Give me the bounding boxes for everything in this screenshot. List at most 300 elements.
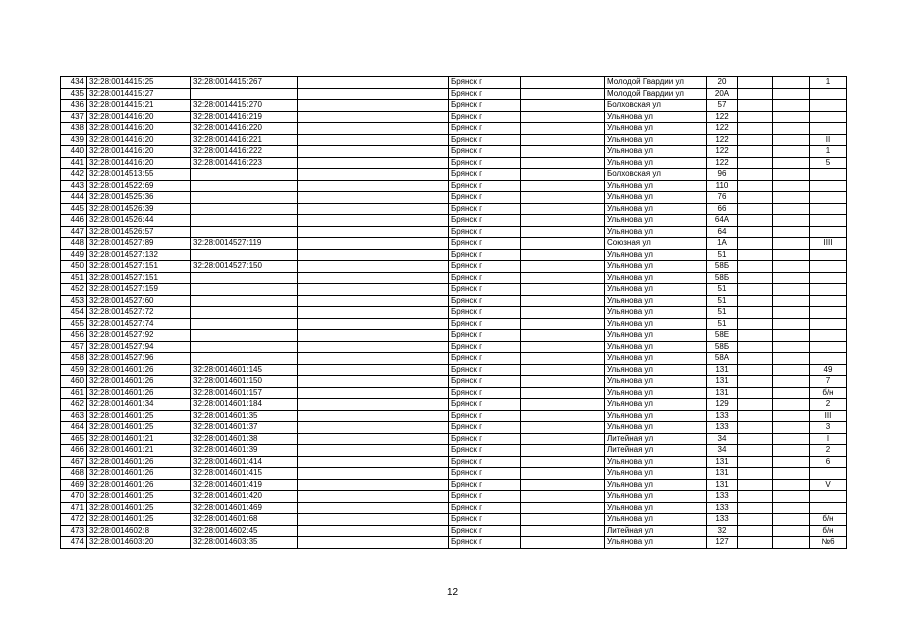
- empty-col-a-cell: [298, 307, 449, 319]
- apartment-cell: 1: [810, 146, 847, 158]
- street-cell: Ульянова ул: [605, 284, 707, 296]
- house-number-cell: 131: [707, 456, 738, 468]
- apartment-cell: 5: [810, 157, 847, 169]
- table-row: [61, 433, 847, 445]
- city-cell: Брянск г: [449, 157, 521, 169]
- object-number-cell: [191, 180, 298, 192]
- empty-col-b-cell: [521, 479, 605, 491]
- empty-col-a-cell: [298, 88, 449, 100]
- building-col-cell: [738, 111, 773, 123]
- structure-col-cell: [773, 376, 810, 388]
- structure-col-cell: [773, 215, 810, 227]
- object-number-cell: [191, 318, 298, 330]
- city-cell: Брянск г: [449, 100, 521, 112]
- city-cell: Брянск г: [449, 514, 521, 526]
- empty-col-a-cell: [298, 180, 449, 192]
- structure-col-cell: [773, 157, 810, 169]
- city-cell: Брянск г: [449, 353, 521, 365]
- empty-col-a-cell: [298, 157, 449, 169]
- structure-col-cell: [773, 537, 810, 549]
- apartment-cell: б/н: [810, 387, 847, 399]
- house-number-cell: 58Б: [707, 261, 738, 273]
- empty-col-b-cell: [521, 307, 605, 319]
- structure-col-cell: [773, 146, 810, 158]
- city-cell: Брянск г: [449, 215, 521, 227]
- structure-col-cell: [773, 238, 810, 250]
- apartment-cell: [810, 169, 847, 181]
- row-number-cell: 438: [61, 123, 87, 135]
- empty-col-b-cell: [521, 318, 605, 330]
- empty-col-a-cell: [298, 456, 449, 468]
- city-cell: Брянск г: [449, 284, 521, 296]
- city-cell: Брянск г: [449, 134, 521, 146]
- house-number-cell: 133: [707, 502, 738, 514]
- house-number-cell: 64: [707, 226, 738, 238]
- building-col-cell: [738, 307, 773, 319]
- parcel-number-cell: 32:28:0014527:60: [87, 295, 191, 307]
- object-number-cell: 32:28:0014601:35: [191, 410, 298, 422]
- parcel-number-cell: 32:28:0014601:21: [87, 433, 191, 445]
- empty-col-a-cell: [298, 468, 449, 480]
- empty-col-a-cell: [298, 318, 449, 330]
- row-number-cell: 466: [61, 445, 87, 457]
- empty-col-a-cell: [298, 215, 449, 227]
- apartment-cell: [810, 330, 847, 342]
- building-col-cell: [738, 479, 773, 491]
- empty-col-b-cell: [521, 157, 605, 169]
- house-number-cell: 110: [707, 180, 738, 192]
- street-cell: Ульянова ул: [605, 226, 707, 238]
- structure-col-cell: [773, 134, 810, 146]
- row-number-cell: 455: [61, 318, 87, 330]
- empty-col-b-cell: [521, 456, 605, 468]
- table-row: [61, 376, 847, 388]
- row-number-cell: 461: [61, 387, 87, 399]
- city-cell: Брянск г: [449, 364, 521, 376]
- empty-col-b-cell: [521, 445, 605, 457]
- table-row: [61, 134, 847, 146]
- object-number-cell: 32:28:0014601:419: [191, 479, 298, 491]
- table-row: [61, 203, 847, 215]
- row-number-cell: 465: [61, 433, 87, 445]
- row-number-cell: 458: [61, 353, 87, 365]
- table-row: [61, 215, 847, 227]
- structure-col-cell: [773, 445, 810, 457]
- object-number-cell: 32:28:0014416:221: [191, 134, 298, 146]
- apartment-cell: [810, 307, 847, 319]
- empty-col-b-cell: [521, 192, 605, 204]
- street-cell: Ульянова ул: [605, 422, 707, 434]
- structure-col-cell: [773, 318, 810, 330]
- house-number-cell: 127: [707, 537, 738, 549]
- object-number-cell: [191, 88, 298, 100]
- building-col-cell: [738, 261, 773, 273]
- object-number-cell: 32:28:0014601:38: [191, 433, 298, 445]
- house-number-cell: 51: [707, 307, 738, 319]
- city-cell: Брянск г: [449, 468, 521, 480]
- structure-col-cell: [773, 307, 810, 319]
- row-number-cell: 462: [61, 399, 87, 411]
- empty-col-b-cell: [521, 364, 605, 376]
- row-number-cell: 444: [61, 192, 87, 204]
- city-cell: Брянск г: [449, 445, 521, 457]
- street-cell: Литейная ул: [605, 433, 707, 445]
- table-row: [61, 123, 847, 135]
- apartment-cell: [810, 203, 847, 215]
- parcel-number-cell: 32:28:0014601:26: [87, 364, 191, 376]
- row-number-cell: 441: [61, 157, 87, 169]
- street-cell: Ульянова ул: [605, 318, 707, 330]
- row-number-cell: 452: [61, 284, 87, 296]
- building-col-cell: [738, 318, 773, 330]
- city-cell: Брянск г: [449, 238, 521, 250]
- object-number-cell: [191, 249, 298, 261]
- parcel-number-cell: 32:28:0014527:159: [87, 284, 191, 296]
- city-cell: Брянск г: [449, 399, 521, 411]
- parcel-number-cell: 32:28:0014527:96: [87, 353, 191, 365]
- street-cell: Ульянова ул: [605, 192, 707, 204]
- apartment-cell: [810, 111, 847, 123]
- city-cell: Брянск г: [449, 387, 521, 399]
- empty-col-b-cell: [521, 295, 605, 307]
- row-number-cell: 473: [61, 525, 87, 537]
- empty-col-b-cell: [521, 422, 605, 434]
- structure-col-cell: [773, 100, 810, 112]
- house-number-cell: 20: [707, 77, 738, 89]
- empty-col-a-cell: [298, 192, 449, 204]
- parcel-number-cell: 32:28:0014416:20: [87, 134, 191, 146]
- structure-col-cell: [773, 192, 810, 204]
- parcel-number-cell: 32:28:0014526:57: [87, 226, 191, 238]
- table-row: [61, 77, 847, 89]
- building-col-cell: [738, 203, 773, 215]
- city-cell: Брянск г: [449, 111, 521, 123]
- table-row: [61, 284, 847, 296]
- object-number-cell: [191, 330, 298, 342]
- building-col-cell: [738, 146, 773, 158]
- building-col-cell: [738, 537, 773, 549]
- row-number-cell: 449: [61, 249, 87, 261]
- structure-col-cell: [773, 284, 810, 296]
- apartment-cell: [810, 123, 847, 135]
- building-col-cell: [738, 445, 773, 457]
- object-number-cell: 32:28:0014416:222: [191, 146, 298, 158]
- building-col-cell: [738, 525, 773, 537]
- table-row: [61, 399, 847, 411]
- empty-col-b-cell: [521, 330, 605, 342]
- object-number-cell: 32:28:0014601:37: [191, 422, 298, 434]
- empty-col-b-cell: [521, 525, 605, 537]
- empty-col-a-cell: [298, 353, 449, 365]
- table-row: [61, 341, 847, 353]
- empty-col-a-cell: [298, 387, 449, 399]
- street-cell: Болховская ул: [605, 169, 707, 181]
- parcel-number-cell: 32:28:0014527:92: [87, 330, 191, 342]
- empty-col-a-cell: [298, 330, 449, 342]
- house-number-cell: 66: [707, 203, 738, 215]
- row-number-cell: 439: [61, 134, 87, 146]
- house-number-cell: 51: [707, 284, 738, 296]
- empty-col-a-cell: [298, 111, 449, 123]
- apartment-cell: [810, 226, 847, 238]
- street-cell: Ульянова ул: [605, 249, 707, 261]
- table-row: [61, 456, 847, 468]
- structure-col-cell: [773, 502, 810, 514]
- parcel-number-cell: 32:28:0014601:26: [87, 376, 191, 388]
- apartment-cell: 2: [810, 399, 847, 411]
- empty-col-a-cell: [298, 514, 449, 526]
- house-number-cell: 32: [707, 525, 738, 537]
- empty-col-b-cell: [521, 376, 605, 388]
- table-row: [61, 100, 847, 112]
- house-number-cell: 133: [707, 491, 738, 503]
- empty-col-a-cell: [298, 146, 449, 158]
- row-number-cell: 451: [61, 272, 87, 284]
- structure-col-cell: [773, 422, 810, 434]
- structure-col-cell: [773, 387, 810, 399]
- empty-col-a-cell: [298, 445, 449, 457]
- table-row: [61, 364, 847, 376]
- row-number-cell: 460: [61, 376, 87, 388]
- object-number-cell: [191, 169, 298, 181]
- parcel-number-cell: 32:28:0014603:20: [87, 537, 191, 549]
- parcel-number-cell: 32:28:0014601:21: [87, 445, 191, 457]
- structure-col-cell: [773, 77, 810, 89]
- structure-col-cell: [773, 433, 810, 445]
- parcel-number-cell: 32:28:0014601:25: [87, 422, 191, 434]
- empty-col-a-cell: [298, 284, 449, 296]
- street-cell: Ульянова ул: [605, 456, 707, 468]
- apartment-cell: [810, 468, 847, 480]
- parcel-number-cell: 32:28:0014526:39: [87, 203, 191, 215]
- row-number-cell: 440: [61, 146, 87, 158]
- table-row: [61, 491, 847, 503]
- row-number-cell: 464: [61, 422, 87, 434]
- parcel-number-cell: 32:28:0014601:26: [87, 387, 191, 399]
- object-number-cell: [191, 307, 298, 319]
- table-row: [61, 330, 847, 342]
- table-row: [61, 353, 847, 365]
- parcel-number-cell: 32:28:0014526:44: [87, 215, 191, 227]
- street-cell: Ульянова ул: [605, 261, 707, 273]
- object-number-cell: 32:28:0014415:270: [191, 100, 298, 112]
- street-cell: Ульянова ул: [605, 134, 707, 146]
- parcel-number-cell: 32:28:0014527:74: [87, 318, 191, 330]
- house-number-cell: 131: [707, 479, 738, 491]
- object-number-cell: 32:28:0014416:220: [191, 123, 298, 135]
- house-number-cell: 58Б: [707, 272, 738, 284]
- building-col-cell: [738, 134, 773, 146]
- structure-col-cell: [773, 295, 810, 307]
- row-number-cell: 474: [61, 537, 87, 549]
- building-col-cell: [738, 215, 773, 227]
- object-number-cell: [191, 353, 298, 365]
- house-number-cell: 133: [707, 410, 738, 422]
- street-cell: Ульянова ул: [605, 468, 707, 480]
- building-col-cell: [738, 295, 773, 307]
- object-number-cell: 32:28:0014601:145: [191, 364, 298, 376]
- building-col-cell: [738, 376, 773, 388]
- row-number-cell: 435: [61, 88, 87, 100]
- apartment-cell: б/н: [810, 525, 847, 537]
- empty-col-a-cell: [298, 272, 449, 284]
- apartment-cell: [810, 215, 847, 227]
- object-number-cell: 32:28:0014601:414: [191, 456, 298, 468]
- empty-col-a-cell: [298, 169, 449, 181]
- table-row: [61, 157, 847, 169]
- house-number-cell: 64А: [707, 215, 738, 227]
- table-row: [61, 410, 847, 422]
- empty-col-b-cell: [521, 123, 605, 135]
- table-row: [61, 387, 847, 399]
- street-cell: Ульянова ул: [605, 376, 707, 388]
- building-col-cell: [738, 180, 773, 192]
- building-col-cell: [738, 468, 773, 480]
- empty-col-a-cell: [298, 525, 449, 537]
- city-cell: Брянск г: [449, 341, 521, 353]
- street-cell: Ульянова ул: [605, 215, 707, 227]
- city-cell: Брянск г: [449, 456, 521, 468]
- structure-col-cell: [773, 341, 810, 353]
- house-number-cell: 51: [707, 318, 738, 330]
- empty-col-a-cell: [298, 491, 449, 503]
- street-cell: Ульянова ул: [605, 491, 707, 503]
- street-cell: Ульянова ул: [605, 537, 707, 549]
- structure-col-cell: [773, 479, 810, 491]
- apartment-cell: 7: [810, 376, 847, 388]
- empty-col-b-cell: [521, 100, 605, 112]
- street-cell: Ульянова ул: [605, 307, 707, 319]
- parcel-number-cell: 32:28:0014527:89: [87, 238, 191, 250]
- building-col-cell: [738, 100, 773, 112]
- empty-col-b-cell: [521, 502, 605, 514]
- empty-col-a-cell: [298, 410, 449, 422]
- parcel-number-cell: 32:28:0014601:26: [87, 468, 191, 480]
- empty-col-a-cell: [298, 238, 449, 250]
- apartment-cell: 49: [810, 364, 847, 376]
- empty-col-a-cell: [298, 422, 449, 434]
- object-number-cell: [191, 192, 298, 204]
- building-col-cell: [738, 364, 773, 376]
- street-cell: Ульянова ул: [605, 272, 707, 284]
- street-cell: Ульянова ул: [605, 295, 707, 307]
- row-number-cell: 434: [61, 77, 87, 89]
- building-col-cell: [738, 399, 773, 411]
- city-cell: Брянск г: [449, 77, 521, 89]
- street-cell: Ульянова ул: [605, 111, 707, 123]
- city-cell: Брянск г: [449, 422, 521, 434]
- parcel-number-cell: 32:28:0014416:20: [87, 157, 191, 169]
- apartment-cell: 1: [810, 77, 847, 89]
- building-col-cell: [738, 123, 773, 135]
- apartment-cell: [810, 341, 847, 353]
- house-number-cell: 131: [707, 387, 738, 399]
- row-number-cell: 457: [61, 341, 87, 353]
- empty-col-a-cell: [298, 399, 449, 411]
- apartment-cell: [810, 180, 847, 192]
- apartment-cell: №6: [810, 537, 847, 549]
- building-col-cell: [738, 341, 773, 353]
- table-row: [61, 226, 847, 238]
- object-number-cell: 32:28:0014601:469: [191, 502, 298, 514]
- apartment-cell: [810, 353, 847, 365]
- empty-col-b-cell: [521, 491, 605, 503]
- parcel-number-cell: 32:28:0014415:27: [87, 88, 191, 100]
- parcel-number-cell: 32:28:0014527:151: [87, 272, 191, 284]
- table-row: [61, 479, 847, 491]
- empty-col-b-cell: [521, 88, 605, 100]
- structure-col-cell: [773, 525, 810, 537]
- table-row: [61, 468, 847, 480]
- parcel-number-cell: 32:28:0014601:26: [87, 479, 191, 491]
- house-number-cell: 76: [707, 192, 738, 204]
- empty-col-b-cell: [521, 146, 605, 158]
- empty-col-a-cell: [298, 537, 449, 549]
- object-number-cell: 32:28:0014601:39: [191, 445, 298, 457]
- street-cell: Ульянова ул: [605, 399, 707, 411]
- empty-col-a-cell: [298, 433, 449, 445]
- building-col-cell: [738, 249, 773, 261]
- house-number-cell: 1А: [707, 238, 738, 250]
- building-col-cell: [738, 226, 773, 238]
- building-col-cell: [738, 491, 773, 503]
- building-col-cell: [738, 157, 773, 169]
- row-number-cell: 469: [61, 479, 87, 491]
- building-col-cell: [738, 502, 773, 514]
- empty-col-b-cell: [521, 180, 605, 192]
- apartment-cell: I: [810, 433, 847, 445]
- structure-col-cell: [773, 330, 810, 342]
- house-number-cell: 57: [707, 100, 738, 112]
- street-cell: Молодой Гвардии ул: [605, 88, 707, 100]
- parcel-number-cell: 32:28:0014601:25: [87, 491, 191, 503]
- house-number-cell: 133: [707, 422, 738, 434]
- row-number-cell: 447: [61, 226, 87, 238]
- city-cell: Брянск г: [449, 169, 521, 181]
- building-col-cell: [738, 238, 773, 250]
- street-cell: Ульянова ул: [605, 330, 707, 342]
- parcel-number-cell: 32:28:0014601:25: [87, 502, 191, 514]
- city-cell: Брянск г: [449, 146, 521, 158]
- empty-col-b-cell: [521, 284, 605, 296]
- empty-col-b-cell: [521, 249, 605, 261]
- structure-col-cell: [773, 364, 810, 376]
- building-col-cell: [738, 77, 773, 89]
- parcel-number-cell: 32:28:0014601:34: [87, 399, 191, 411]
- parcel-number-cell: 32:28:0014601:25: [87, 514, 191, 526]
- apartment-cell: [810, 249, 847, 261]
- house-number-cell: 122: [707, 123, 738, 135]
- empty-col-b-cell: [521, 272, 605, 284]
- street-cell: Ульянова ул: [605, 341, 707, 353]
- city-cell: Брянск г: [449, 249, 521, 261]
- object-number-cell: [191, 203, 298, 215]
- house-number-cell: 122: [707, 157, 738, 169]
- empty-col-a-cell: [298, 479, 449, 491]
- object-number-cell: 32:28:0014601:157: [191, 387, 298, 399]
- empty-col-b-cell: [521, 261, 605, 273]
- row-number-cell: 437: [61, 111, 87, 123]
- table-row: [61, 525, 847, 537]
- empty-col-b-cell: [521, 215, 605, 227]
- apartment-cell: IIII: [810, 238, 847, 250]
- table-row: [61, 272, 847, 284]
- house-number-cell: 34: [707, 433, 738, 445]
- empty-col-b-cell: [521, 238, 605, 250]
- apartment-cell: [810, 295, 847, 307]
- building-col-cell: [738, 330, 773, 342]
- apartment-cell: [810, 272, 847, 284]
